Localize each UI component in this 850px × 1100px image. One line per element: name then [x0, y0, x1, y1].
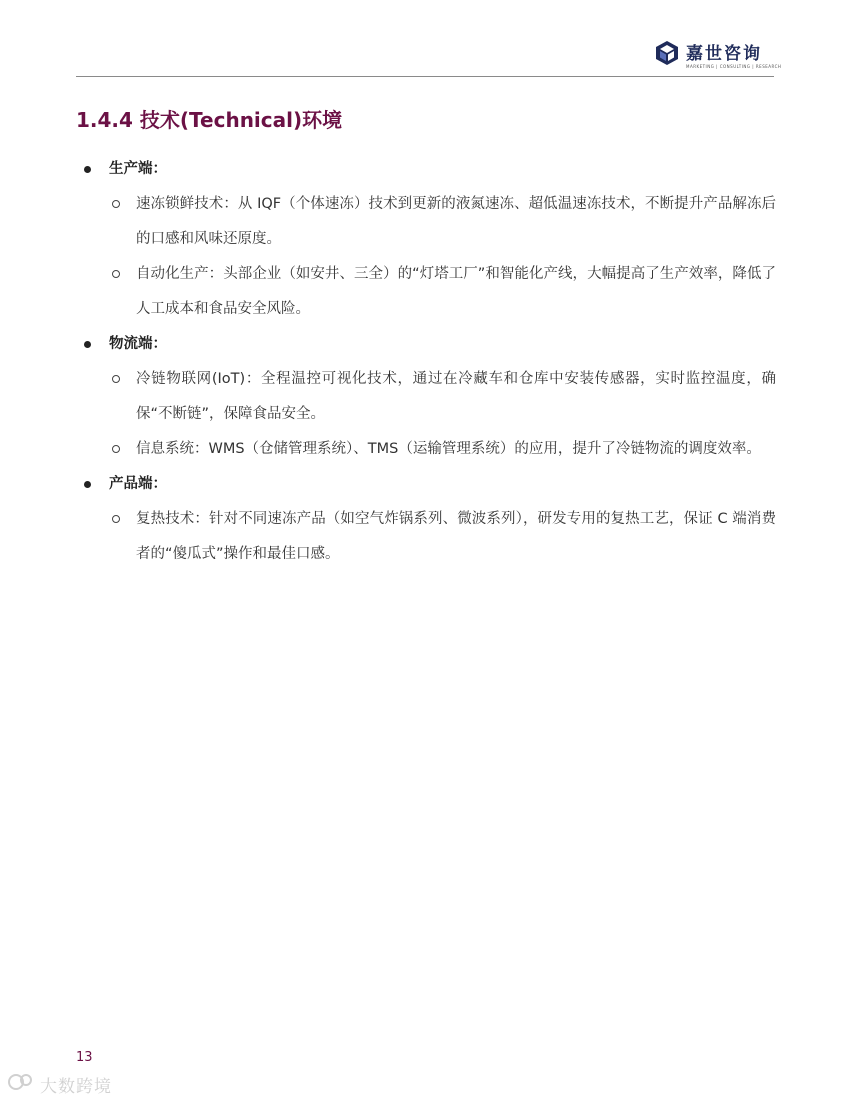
- section-content: [76, 152, 776, 572]
- logo-tagline: MARKETING | CONSULTING | RESEARCH: [686, 64, 782, 69]
- hollow-bullet-icon: [112, 375, 120, 383]
- hollow-bullet-icon: [112, 270, 120, 278]
- watermark-logo-icon: [6, 1070, 36, 1094]
- list-item-logistics: [76, 327, 776, 362]
- subitem-text: 冷链物联网(IoT)：全程温控可视化技术，通过在冷藏车和仓库中安装传感器，实时监控温度，确保“不断链”，保障食品安全。: [136, 371, 776, 422]
- subitem-text: 速冻锁鲜技术：从 IQF（个体速冻）技术到更新的液氮速冻、超低温速冻技术，不断提升产品解冻后的口感和风味还原度。: [136, 196, 776, 247]
- subitem-text: 复热技术：针对不同速冻产品（如空气炸锅系列、微波系列），研发专用的复热工艺，保证 C 端消费者的“傻瓜式”操作和最佳口感。: [136, 511, 776, 562]
- section-title: 1.4.4 技术(Technical)环境: [76, 108, 343, 132]
- list-subitem: [76, 432, 776, 467]
- hollow-bullet-icon: [112, 445, 120, 453]
- subitem-text: 自动化生产：头部企业（如安井、三全）的“灯塔工厂”和智能化产线，大幅提高了生产效率，降低了人工成本和食品安全风险。: [136, 266, 776, 317]
- page-number: 13: [76, 1050, 93, 1065]
- list-item-production: [76, 152, 776, 187]
- hollow-bullet-icon: [112, 515, 120, 523]
- hollow-bullet-icon: [112, 200, 120, 208]
- list-subitem: [76, 502, 776, 572]
- logo-name: 嘉世咨询: [686, 44, 762, 64]
- logo-cube-icon: [654, 40, 680, 66]
- watermark: [6, 1068, 126, 1098]
- watermark-text: 大数跨境: [40, 1077, 112, 1097]
- list-subitem: [76, 362, 776, 432]
- subitem-text: 信息系统：WMS（仓储管理系统）、TMS（运输管理系统）的应用，提升了冷链物流的调度效率。: [136, 441, 761, 457]
- filled-bullet-icon: [84, 481, 91, 488]
- filled-bullet-icon: [84, 341, 91, 348]
- company-logo: [654, 38, 782, 72]
- filled-bullet-icon: [84, 166, 91, 173]
- page-header: [76, 36, 782, 77]
- list-subitem: [76, 187, 776, 257]
- group-heading: 生产端：: [109, 161, 167, 177]
- group-heading: 产品端：: [109, 476, 167, 492]
- group-heading: 物流端：: [109, 336, 167, 352]
- list-subitem: [76, 257, 776, 327]
- list-item-product: [76, 467, 776, 502]
